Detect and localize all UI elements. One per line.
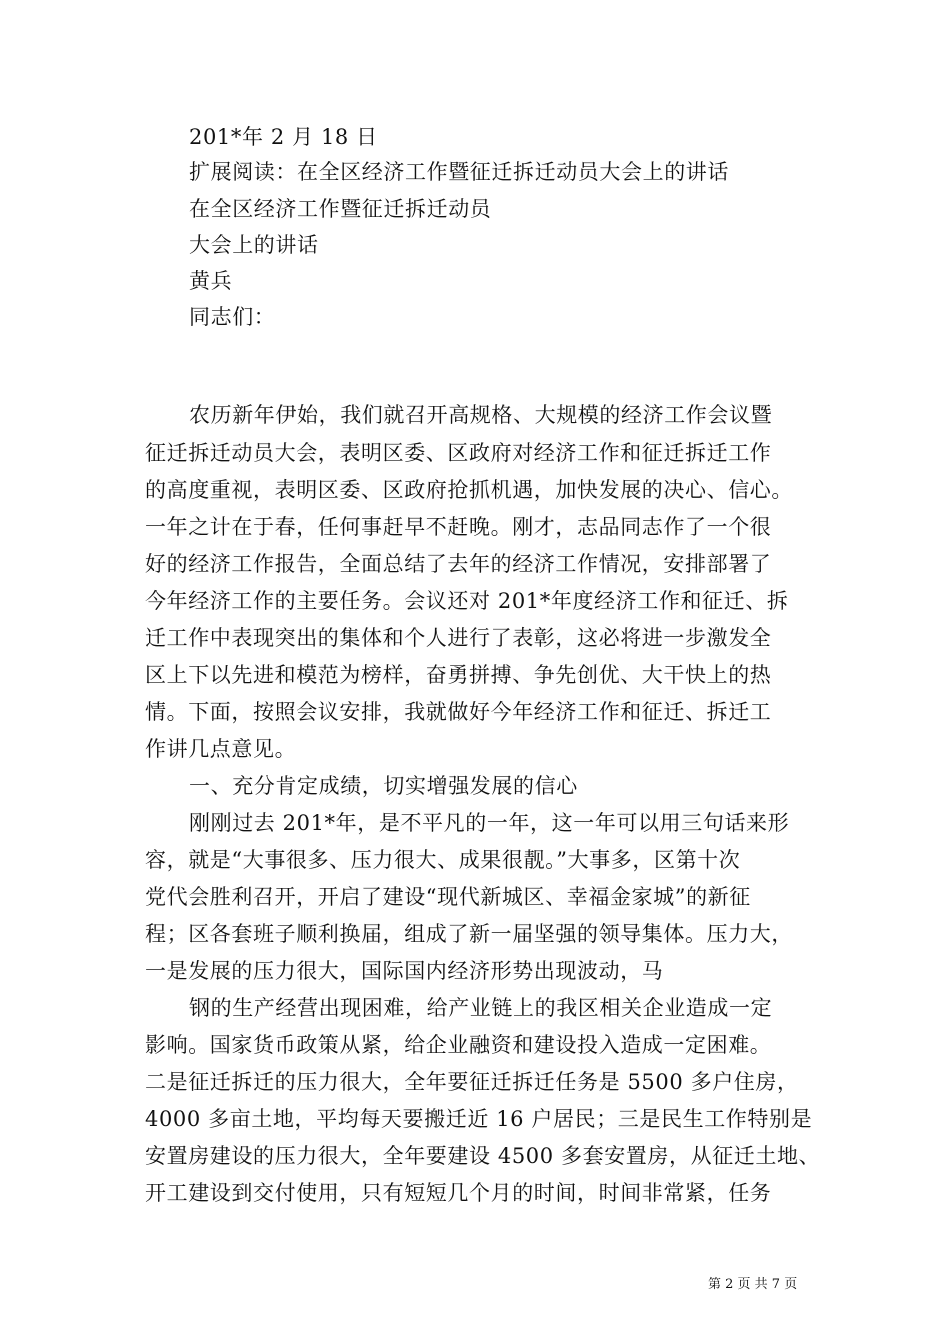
body-line: 迁工作中表现突出的集体和个人进行了表彰，这必将进一步激发全	[145, 626, 772, 650]
body-line: 征迁拆迁动员大会，表明区委、区政府对经济工作和征迁拆迁工作	[145, 441, 772, 465]
body-line: 今年经济工作的主要任务。会议还对 201*年度经济工作和征迁、拆	[145, 589, 789, 613]
body-line: 容，就是“大事很多、压力很大、成果很靓。”大事多，区第十次	[145, 848, 741, 872]
body-line: 安置房建设的压力很大，全年要建设 4500 多套安置房，从征迁土地、	[145, 1144, 821, 1168]
body-line: 影响。国家货币政策从紧，给企业融资和建设投入造成一定困难。	[145, 1033, 772, 1057]
body-line: 作讲几点意见。	[145, 737, 297, 761]
body-line: 一年之计在于春，任何事赶早不赶晚。刚才，志品同志作了一个很	[145, 515, 772, 539]
speech-title-line-1: 在全区经济工作暨征迁拆迁动员	[189, 197, 492, 221]
body-line: 刚刚过去 201*年，是不平凡的一年，这一年可以用三句话来形	[189, 811, 790, 835]
body-line: 区上下以先进和模范为榜样，奋勇拼搏、争先创优、大干快上的热	[145, 663, 772, 687]
speech-salutation: 同志们：	[189, 305, 276, 329]
body-line: 情。下面，按照会议安排，我就做好今年经济工作和征迁、拆迁工	[145, 700, 772, 724]
body-line: 的高度重视，表明区委、区政府抢抓机遇，加快发展的决心、信心。	[145, 478, 793, 502]
body-line: 开工建设到交付使用，只有短短几个月的时间，时间非常紧，任务	[145, 1181, 772, 1205]
page-number: 第 2 页 共 7 页	[708, 1277, 798, 1292]
body-line: 二是征迁拆迁的压力很大，全年要征迁拆迁任务是 5500 多户住房，	[145, 1070, 799, 1094]
speech-title-line-2: 大会上的讲话	[189, 233, 319, 257]
body-line: 一是发展的压力很大，国际国内经济形势出现波动，马	[145, 959, 664, 983]
extended-reading-line: 扩展阅读：在全区经济工作暨征迁拆迁动员大会上的讲话	[189, 160, 729, 184]
body-line: 程；区各套班子顺利换届，组成了新一届坚强的领导集体。压力大，	[145, 922, 793, 946]
body-line: 好的经济工作报告，全面总结了去年的经济工作情况，安排部署了	[145, 552, 772, 576]
document-date: 201*年 2 月 18 日	[189, 125, 378, 149]
body-line: 农历新年伊始，我们就召开高规格、大规模的经济工作会议暨	[189, 403, 773, 427]
speech-author: 黄兵	[189, 269, 233, 293]
body-line: 4000 多亩土地，平均每天要搬迁近 16 户居民；三是民生工作特别是	[145, 1107, 813, 1131]
body-line: 钢的生产经营出现困难，给产业链上的我区相关企业造成一定	[189, 996, 773, 1020]
body-line: 党代会胜利召开，开启了建设“现代新城区、幸福金家城”的新征	[145, 885, 751, 909]
section-heading: 一、充分肯定成绩，切实增强发展的信心	[189, 774, 578, 798]
